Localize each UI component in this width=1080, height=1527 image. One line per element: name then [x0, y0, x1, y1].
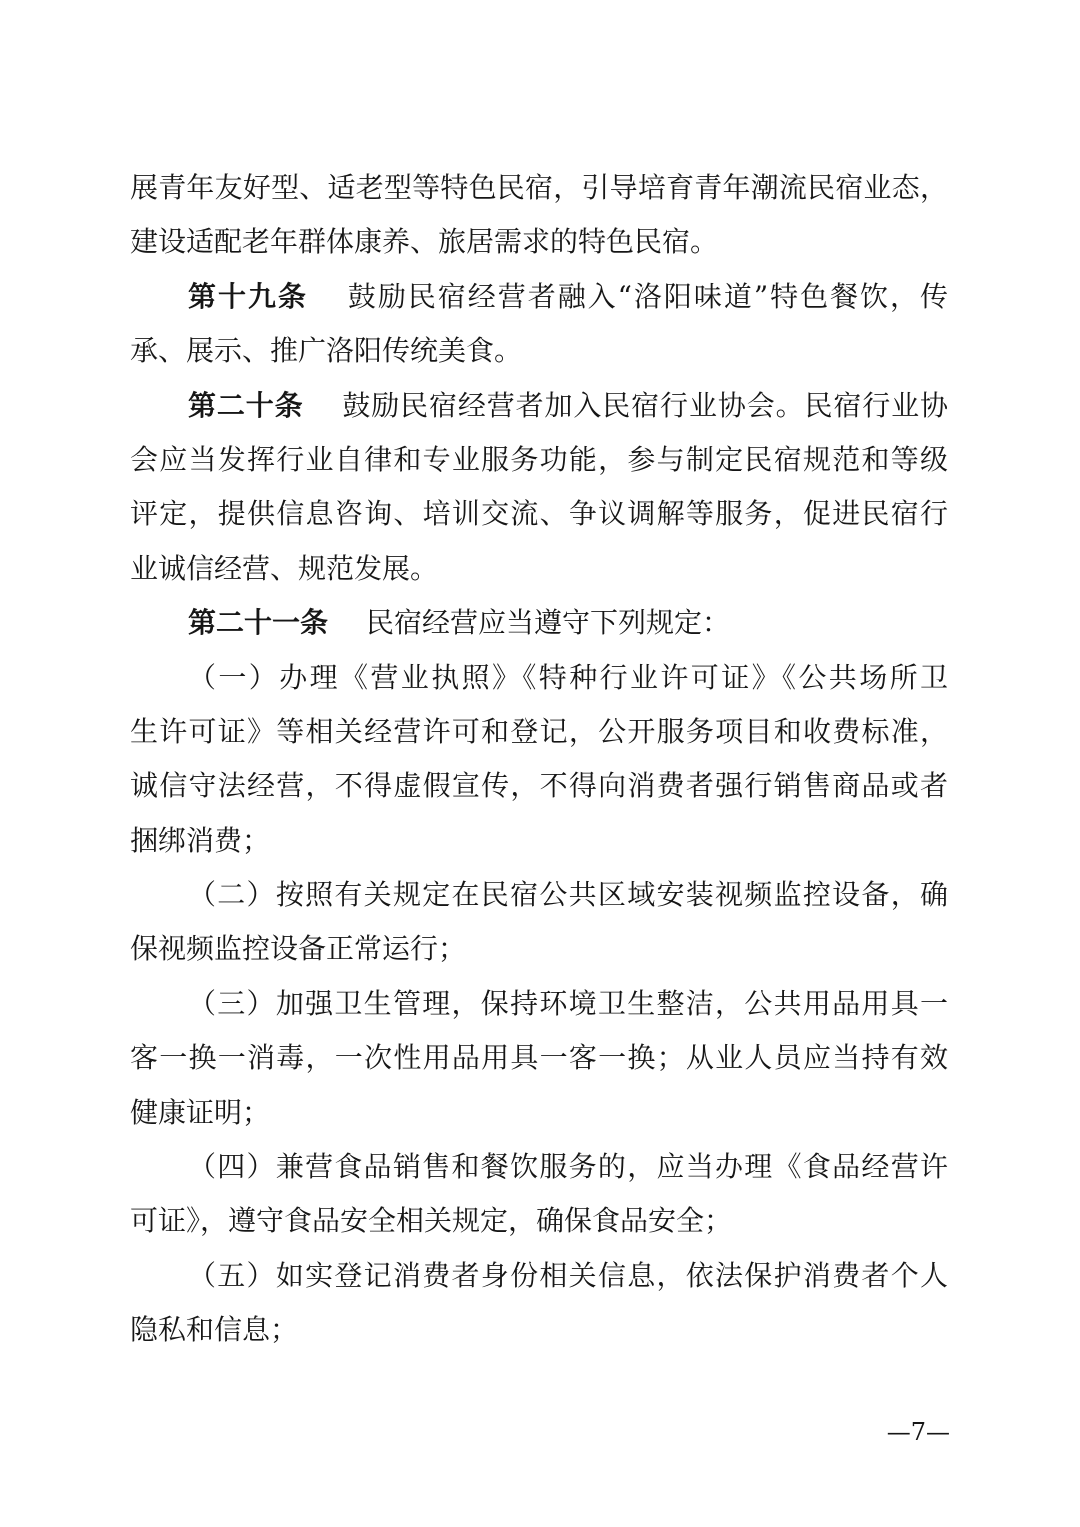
text-line: 承、展示、推广洛阳传统美食。: [130, 334, 523, 368]
paragraph-article-20: [130, 379, 948, 597]
text-line: 会应当发挥行业自律和专业服务功能，参与制定民宿规范和等级: [130, 442, 948, 476]
text-line: 健康证明；: [130, 1095, 271, 1129]
text-line: 生许可证》等相关经营许可和登记，公开服务项目和收费标准，: [130, 714, 948, 748]
text-line: 捆绑消费；: [130, 823, 271, 857]
paragraph-article-21: [130, 596, 948, 650]
text-line: （一）办理《营业执照》《特种行业许可证》《公共场所卫: [188, 660, 948, 694]
text-line: 诚信守法经营，不得虚假宣传，不得向消费者强行销售商品或者: [130, 769, 948, 803]
text-line: 隐私和信息；: [130, 1313, 299, 1347]
article-text: 民宿经营应当遵守下列规定：: [366, 606, 731, 640]
text-line: 保视频监控设备正常运行；: [130, 932, 467, 966]
article-text: 鼓励民宿经营者融入“洛阳味道”特色餐饮，传: [345, 279, 948, 313]
text-line: 可证》，遵守食品安全相关规定，确保食品安全；: [130, 1204, 733, 1238]
list-item-2: [130, 868, 948, 977]
text-line: [130, 270, 948, 324]
list-item-4: [130, 1140, 948, 1249]
text-line: [130, 596, 948, 650]
text-line: 评定，提供信息咨询、培训交流、争议调解等服务，促进民宿行: [130, 497, 948, 531]
text-line: （二）按照有关规定在民宿公共区域安装视频监控设备，确: [188, 878, 948, 912]
article-heading: 第十九条: [188, 279, 308, 313]
article-heading: 第二十条: [188, 388, 304, 422]
text-line: 业诚信经营、规范发展。: [130, 551, 439, 585]
text-line: 展青年友好型、适老型等特色民宿，引导培育青年潮流民宿业态，: [130, 171, 948, 204]
text-line: （五）如实登记消费者身份相关信息，依法保护消费者个人: [188, 1258, 948, 1292]
article-text: 鼓励民宿经营者加入民宿行业协会。民宿行业协: [341, 388, 948, 422]
paragraph-article-19: [130, 270, 948, 379]
list-item-5: [130, 1249, 948, 1358]
text-line: [130, 379, 948, 433]
paragraph-continuation: [130, 161, 948, 270]
text-line: 客一换一消毒，一次性用品用具一客一换；从业人员应当持有效: [130, 1041, 948, 1075]
list-item-1: [130, 651, 948, 869]
page-number: —7—: [886, 1418, 950, 1446]
text-line: （三）加强卫生管理，保持环境卫生整洁，公共用品用具一: [188, 986, 948, 1020]
text-line: 建设适配老年群体康养、旅居需求的特色民宿。: [130, 225, 719, 259]
text-line: （四）兼营食品销售和餐饮服务的，应当办理《食品经营许: [188, 1150, 948, 1184]
document-body: [130, 161, 948, 1358]
article-heading: 第二十一条: [188, 606, 329, 640]
list-item-3: [130, 977, 948, 1140]
